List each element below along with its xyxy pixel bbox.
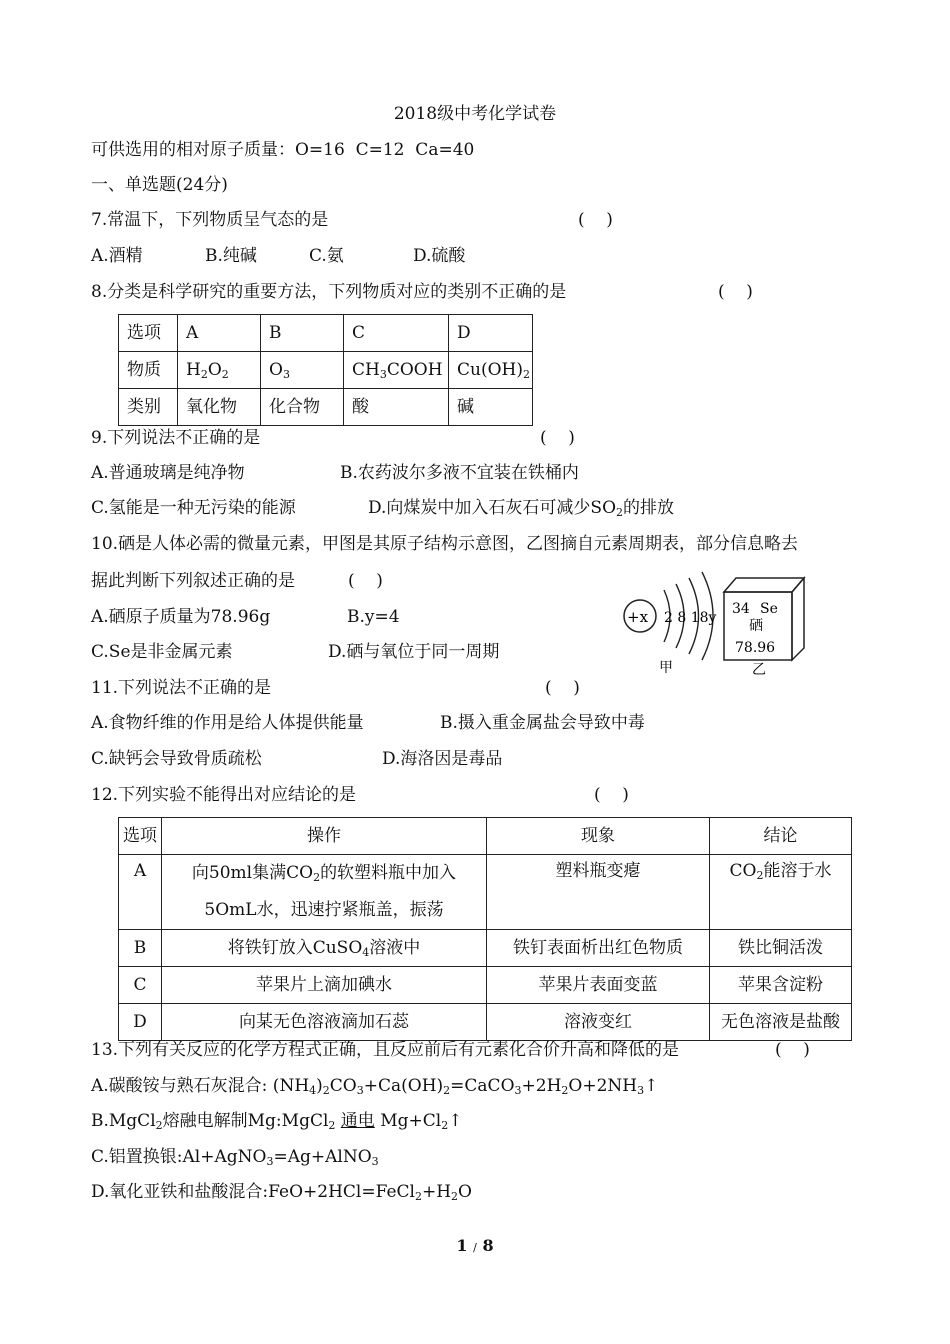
q8-cell: 选项 — [119, 315, 178, 352]
q11-stem: 11.下列说法不正确的是 — [91, 678, 272, 698]
shell-electrons: 2 8 18y — [664, 610, 717, 626]
q12-header-cell: 选项 — [119, 818, 162, 855]
q8-cell: A — [178, 315, 261, 352]
q7-option-d: D.硫酸 — [413, 246, 466, 266]
q12-header-cell: 操作 — [162, 818, 487, 855]
q13-option-c: C.铝置换银:Al+AgNO$_3$=Ag+AlNO$_3$ — [91, 1147, 379, 1168]
table-row — [119, 315, 533, 352]
q13-stem: 13.下列有关反应的化学方程式正确，且反应前后有元素化合价升高和降低的是 — [91, 1040, 680, 1060]
section-heading: 一、单选题(24分) — [91, 175, 228, 195]
q12-header-cell: 现象 — [487, 818, 710, 855]
q11-option-d: D.海洛因是毒品 — [382, 749, 503, 769]
q12-cell: 铁比铜活泼 — [710, 930, 852, 967]
q12-cell: C — [119, 967, 162, 1004]
q8-cell: $Cu(OH)_2$ — [449, 352, 533, 389]
table-row — [119, 1004, 852, 1041]
q8-cell: 碱 — [449, 389, 533, 426]
page-number — [0, 1238, 950, 1254]
cube-top — [724, 578, 804, 592]
q10-option-d: D.硒与氧位于同一周期 — [328, 642, 500, 662]
q8-cell: C — [344, 315, 449, 352]
q11-option-b: B.摄入重金属盐会导致中毒 — [440, 713, 645, 733]
atomic-mass-value: 78.96 — [735, 640, 776, 656]
q7-option-c: C.氨 — [309, 246, 344, 266]
page-separator: / — [473, 1241, 477, 1254]
q8-stem: 8.分类是科学研究的重要方法，下列物质对应的类别不正确的是 — [91, 282, 567, 302]
q12-cell: 向某无色溶液滴加石蕊 — [162, 1004, 487, 1041]
selenium-figure — [612, 568, 822, 680]
q8-cell: $O_3$ — [261, 352, 344, 389]
q12-header-cell: 结论 — [710, 818, 852, 855]
q8-answer-blank[interactable]: ( ) — [718, 282, 753, 302]
q9-option-c: C.氢能是一种无污染的能源 — [91, 498, 296, 518]
q8-cell: 物质 — [119, 352, 178, 389]
table-row — [119, 855, 852, 930]
exam-title: 2018级中考化学试卷 — [393, 104, 557, 124]
q9-stem: 9.下列说法不正确的是 — [91, 428, 261, 448]
q9-option-d: D.向煤炭中加入石灰石可减少$SO_2$的排放 — [368, 498, 675, 519]
q7-stem: 7.常温下，下列物质呈气态的是 — [91, 210, 329, 230]
q12-cell: 苹果片上滴加碘水 — [162, 967, 487, 1004]
q12-cell: 溶液变红 — [487, 1004, 710, 1041]
q12-cell: 无色溶液是盐酸 — [710, 1004, 852, 1041]
q7-answer-blank[interactable]: ( ) — [578, 210, 613, 230]
q10-answer-blank[interactable]: ( ) — [348, 571, 383, 591]
q12-cell: 将铁钉放入CuSO$_4$溶液中 — [162, 930, 487, 967]
atomic-structure-diagram — [624, 572, 717, 676]
q8-cell: 类别 — [119, 389, 178, 426]
q12-cell: 塑料瓶变瘪 — [487, 855, 710, 930]
q8-cell: 化合物 — [261, 389, 344, 426]
element-name: 硒 — [749, 618, 763, 634]
figure-label-yi: 乙 — [752, 662, 766, 678]
q10-option-c: C.Se是非金属元素 — [91, 642, 233, 662]
q8-cell: D — [449, 315, 533, 352]
cube-side — [792, 578, 804, 660]
q12-stem: 12.下列实验不能得出对应结论的是 — [91, 785, 357, 805]
q8-cell: B — [261, 315, 344, 352]
q12-cell: 苹果片表面变蓝 — [487, 967, 710, 1004]
table-row — [119, 930, 852, 967]
q12-cell: $CO_2$能溶于水 — [710, 855, 852, 930]
atomic-number: 34 — [732, 601, 750, 617]
q12-cell: A — [119, 855, 162, 930]
q11-answer-blank[interactable]: ( ) — [545, 678, 580, 698]
q8-cell: 氧化物 — [178, 389, 261, 426]
q10-option-a: A.硒原子质量为78.96g — [91, 607, 271, 627]
table-row — [119, 352, 533, 389]
q12-cell: D — [119, 1004, 162, 1041]
table-row — [119, 389, 533, 426]
q10-stem-line2: 据此判断下列叙述正确的是 — [91, 571, 295, 591]
table-row — [119, 967, 852, 1004]
q7-option-b: B.纯碱 — [205, 246, 257, 266]
q12-cell: B — [119, 930, 162, 967]
page-current: 1 — [456, 1236, 468, 1255]
table-row — [119, 818, 852, 855]
q7-option-a: A.酒精 — [91, 246, 143, 266]
q8-cell: $H_2O_2$ — [178, 352, 261, 389]
q12-cell: 铁钉表面析出红色物质 — [487, 930, 710, 967]
q9-option-a: A.普通玻璃是纯净物 — [91, 463, 245, 483]
q10-stem-line1: 10.硒是人体必需的微量元素，甲图是其原子结构示意图，乙图摘自元素周期表，部分信息略去 — [91, 534, 799, 554]
q13-option-b: B.MgCl$_2$熔融电解制Mg:MgCl$_2$ 通电 $Mg+Cl_2↑$ — [91, 1111, 463, 1132]
q12-answer-blank[interactable]: ( ) — [594, 785, 629, 805]
q12-table — [118, 817, 852, 1041]
q8-cell: $CH_3COOH$ — [344, 352, 449, 389]
nucleus-charge: +x — [627, 608, 649, 626]
element-symbol: Se — [760, 601, 778, 617]
q8-cell: 酸 — [344, 389, 449, 426]
periodic-table-cell — [724, 578, 804, 678]
page-total: 8 — [482, 1236, 494, 1255]
q13-option-d: D.氧化亚铁和盐酸混合$:FeO+2HCl=FeCl_2+H_2O$ — [91, 1182, 472, 1203]
figure-label-jia: 甲 — [659, 660, 673, 676]
q9-answer-blank[interactable]: ( ) — [540, 428, 575, 448]
q11-option-a: A.食物纤维的作用是给人体提供能量 — [91, 713, 364, 733]
q12-cell: 向50ml集满$CO_2$的软塑料瓶中加入 5OmL水，迅速拧紧瓶盖，振荡 — [162, 855, 487, 930]
q13-option-a: A.碳酸铵与熟石灰混合: $(NH_4)_2CO_3+Ca(OH)_2=CaCO_3+2H_2O+2NH_3↑$ — [91, 1076, 659, 1097]
q13-answer-blank[interactable]: ( ) — [775, 1040, 810, 1060]
atomic-mass-note: 可供选用的相对原子质量：O=16 C=12 Ca=40 — [91, 140, 475, 160]
q10-option-b: B.y=4 — [347, 607, 400, 627]
q12-cell: 苹果含淀粉 — [710, 967, 852, 1004]
q8-table — [118, 314, 533, 426]
q9-option-b: B.农药波尔多液不宜装在铁桶内 — [340, 463, 579, 483]
q12-cell-line2: 5OmL水，迅速拧紧瓶盖，振荡 — [204, 900, 444, 920]
q11-option-c: C.缺钙会导致骨质疏松 — [91, 749, 262, 769]
